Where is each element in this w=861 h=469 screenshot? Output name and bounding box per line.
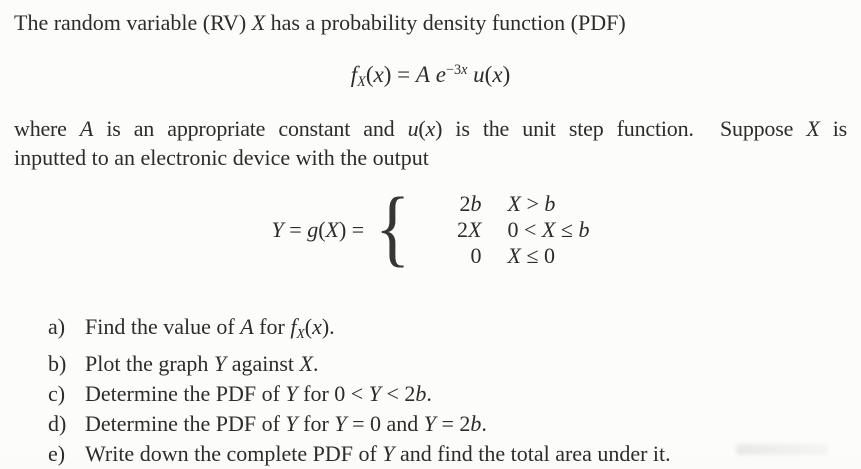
intro-paragraph: The random variable (RV) X has a probability density function (PDF) bbox=[14, 10, 626, 35]
body-paragraph-line1: where A is an appropriate constant and u(x) is the unit step function. Suppose X is bbox=[14, 116, 847, 142]
case-condition: X ≤ 0 bbox=[507, 243, 556, 269]
curly-brace: { bbox=[375, 179, 411, 276]
question-item-a bbox=[48, 312, 847, 349]
question-label: c) bbox=[48, 381, 66, 407]
case-value: 2b bbox=[459, 191, 482, 217]
question-label: e) bbox=[48, 441, 66, 467]
question-text: Determine the PDF of Y for 0 < Y < 2b. bbox=[85, 381, 432, 407]
question-item-b bbox=[48, 349, 847, 379]
piecewise-case-2 bbox=[440, 217, 590, 243]
piecewise-case-1 bbox=[440, 191, 590, 217]
question-text: Write down the complete PDF of Y and find the total area under it. bbox=[85, 441, 671, 467]
question-text: Plot the graph Y against X. bbox=[85, 351, 319, 377]
scan-artifact bbox=[736, 444, 828, 455]
piecewise-case-3 bbox=[440, 243, 590, 269]
case-condition: X > b bbox=[507, 191, 556, 217]
question-label: a) bbox=[48, 314, 66, 340]
question-label: d) bbox=[48, 411, 67, 437]
pdf-formula: $f_X(x) = A$ $e^{-3x}$ u(x) bbox=[350, 61, 511, 91]
case-value: 0 bbox=[470, 243, 482, 269]
body-paragraph-line2: inputted to an electronic device with the output bbox=[14, 145, 429, 171]
case-condition: 0 < X ≤ b bbox=[507, 217, 590, 243]
question-text: Determine the PDF of Y for Y = 0 and Y = 2b. bbox=[85, 411, 487, 437]
question-label: b) bbox=[48, 351, 67, 377]
piecewise-cases bbox=[440, 191, 590, 269]
question-list bbox=[14, 312, 847, 469]
question-item-e bbox=[48, 439, 847, 469]
output-formula bbox=[14, 179, 847, 276]
output-formula-lhs: Y = g(X) = bbox=[271, 217, 365, 243]
question-item-d bbox=[48, 409, 847, 439]
question-text: Find the value of A for $f_X(x)$. bbox=[85, 314, 335, 342]
case-value: 2X bbox=[457, 217, 482, 243]
question-item-c bbox=[48, 379, 847, 409]
